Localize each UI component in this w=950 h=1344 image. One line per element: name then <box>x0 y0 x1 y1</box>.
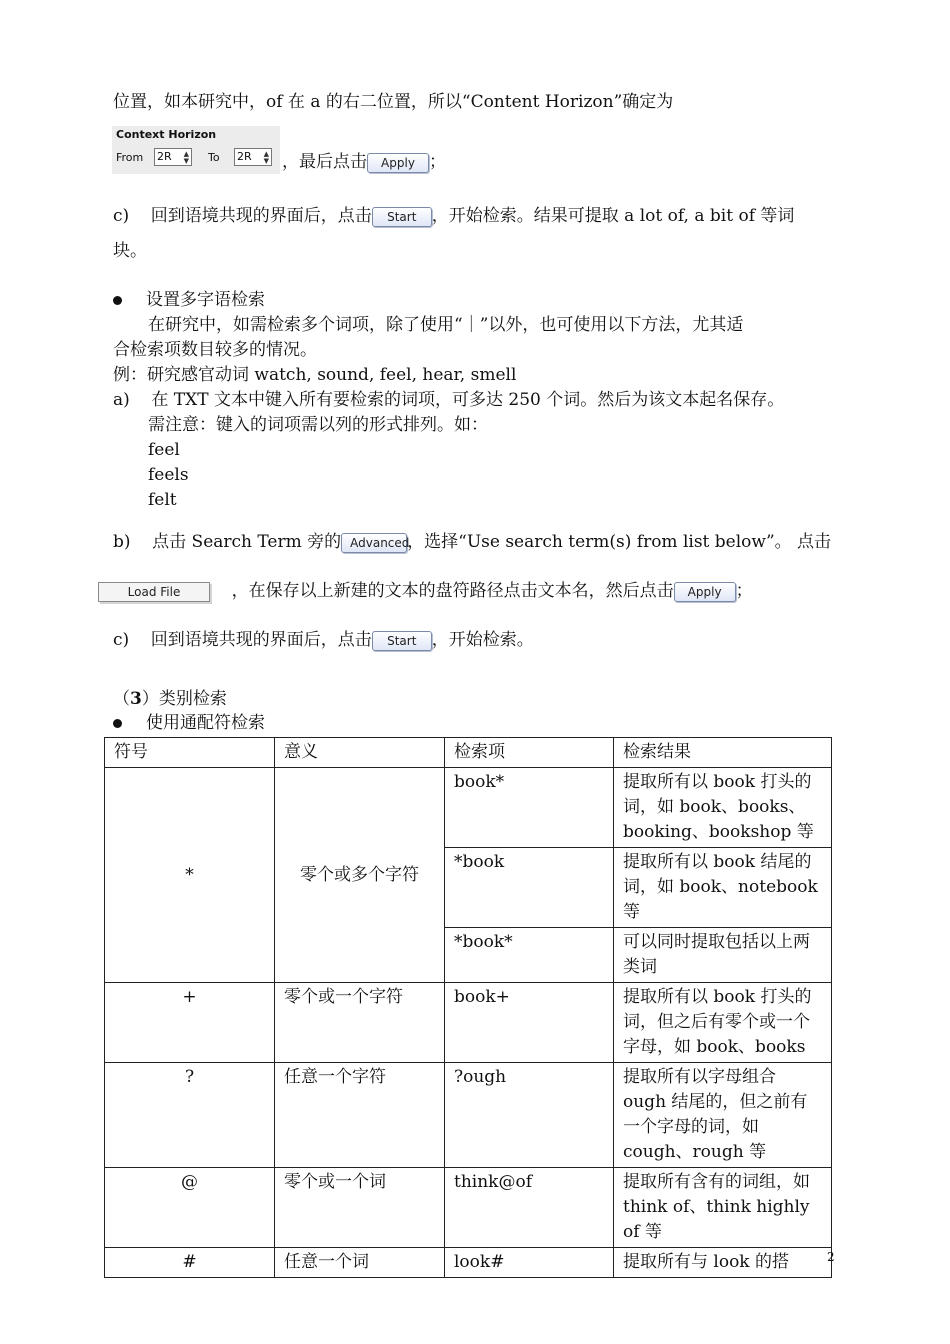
spin-down-icon[interactable]: ▼ <box>183 157 189 165</box>
term-cell: book+ <box>445 983 614 1063</box>
step-marker: a) <box>113 390 130 410</box>
step-c-line <box>113 205 794 227</box>
step-a-text: 在 TXT 文本中键入所有要检索的词项，可多达 250 个词。然后为该文本起名保存。 <box>151 390 785 410</box>
to-label: To <box>208 151 220 164</box>
to-value: 2R <box>237 150 252 163</box>
meaning-cell: 任意一个字符 <box>275 1063 445 1168</box>
symbol-cell: # <box>105 1248 275 1278</box>
spin-up-icon[interactable]: ▲ <box>183 150 189 158</box>
step-c2-after: ，开始检索。 <box>431 630 534 650</box>
start-button[interactable]: Start <box>372 631 432 651</box>
step-b2-end: ； <box>735 581 753 601</box>
word-item: felt <box>148 490 177 510</box>
apply-line <box>282 151 446 173</box>
step-marker: c) <box>113 630 130 650</box>
result-cell: 提取所有以字母组合 ough 结尾的，但之前有一个字母的词，如 cough、rough 等 <box>614 1063 832 1168</box>
context-horizon-row <box>116 148 280 168</box>
result-cell: 提取所有含有的词组，如 think of、think highly of 等 <box>614 1168 832 1248</box>
apply-prefix-text: ，最后点击 <box>282 152 367 172</box>
step-b-after: ，选择“Use search term(s) from list below”。 点击 <box>407 532 832 552</box>
symbol-cell: * <box>105 768 275 983</box>
word-item: feels <box>148 465 189 485</box>
intro-line: 位置，如本研究中，of 在 a 的右二位置，所以“Content Horizon”确定为 <box>113 92 674 112</box>
term-cell: *book* <box>445 928 614 983</box>
from-value: 2R <box>157 150 172 163</box>
result-cell: 提取所有以 book 结尾的词，如 book、notebook 等 <box>614 848 832 928</box>
apply-button[interactable]: Apply <box>674 582 736 602</box>
apply-button[interactable]: Apply <box>367 153 429 173</box>
bullet-icon <box>113 719 122 728</box>
table-row <box>105 1168 832 1248</box>
example-line: 例：研究感官动词 watch, sound, feel, hear, smell <box>113 365 517 385</box>
table-row <box>105 1248 832 1278</box>
table-header-row <box>105 738 832 768</box>
step-c-before: 回到语境共现的界面后，点击 <box>150 206 372 226</box>
heading-paren-open: （ <box>113 689 130 709</box>
term-cell: *book <box>445 848 614 928</box>
advanced-button[interactable]: Advanced <box>341 533 407 553</box>
meaning-cell: 任意一个词 <box>275 1248 445 1278</box>
step-c-continuation: 块。 <box>113 241 147 261</box>
heading-number: 3 <box>130 689 142 709</box>
context-horizon-title: Context Horizon <box>116 128 217 141</box>
result-cell: 提取所有以 book 打头的词，但之后有零个或一个字母，如 book、books <box>614 983 832 1063</box>
step-c2-before: 回到语境共现的界面后，点击 <box>150 630 372 650</box>
heading-text: ）类别检索 <box>141 689 227 709</box>
step-b-before: 点击 Search Term 旁的 <box>152 532 342 552</box>
multi-term-paragraph-1: 在研究中，如需检索多个词项，除了使用“｜”以外，也可使用以下方法，尤其适 <box>148 315 744 335</box>
section-3-heading <box>113 688 227 710</box>
load-file-button[interactable]: Load File <box>98 582 210 602</box>
result-cell: 可以同时提取包括以上两类词 <box>614 928 832 983</box>
step-marker: b) <box>113 532 131 552</box>
term-cell: look# <box>445 1248 614 1278</box>
step-b-line <box>113 531 831 553</box>
multi-term-heading: 设置多字语检索 <box>146 290 265 310</box>
word-item: feel <box>148 440 180 460</box>
spin-down-icon[interactable]: ▼ <box>263 157 269 165</box>
wildcard-bullet <box>113 712 265 734</box>
table-row <box>105 983 832 1063</box>
symbol-cell: + <box>105 983 275 1063</box>
term-cell: ?ough <box>445 1063 614 1168</box>
symbol-cell: ? <box>105 1063 275 1168</box>
meaning-cell: 零个或一个字符 <box>275 983 445 1063</box>
step-b2-line <box>98 580 753 602</box>
step-a-note: 需注意：键入的词项需以列的形式排列。如： <box>148 415 488 435</box>
symbol-cell: @ <box>105 1168 275 1248</box>
start-button[interactable]: Start <box>372 207 432 227</box>
wildcard-heading: 使用通配符检索 <box>146 713 265 733</box>
meaning-cell: 零个或一个词 <box>275 1168 445 1248</box>
page-number: 2 <box>827 1250 835 1264</box>
context-horizon-panel <box>112 126 280 174</box>
apply-suffix-text: ； <box>429 152 446 172</box>
step-c-after: ，开始检索。结果可提取 a lot of, a bit of 等词 <box>431 206 795 226</box>
from-label: From <box>116 151 144 164</box>
table-row <box>105 1063 832 1168</box>
header-cell: 检索项 <box>445 738 614 768</box>
step-a-line <box>113 389 784 411</box>
term-cell: book* <box>445 768 614 848</box>
table-row <box>105 768 832 848</box>
step-b2-text: ，在保存以上新建的文本的盘符路径点击文本名，然后点击 <box>231 581 674 601</box>
meaning-cell: 零个或多个字符 <box>275 768 445 983</box>
header-cell: 符号 <box>105 738 275 768</box>
header-cell: 检索结果 <box>614 738 832 768</box>
header-cell: 意义 <box>275 738 445 768</box>
to-spinner[interactable] <box>234 148 272 166</box>
result-cell: 提取所有与 look 的搭 <box>614 1248 832 1278</box>
wildcard-table <box>104 737 832 1278</box>
multi-term-bullet <box>113 289 265 311</box>
bullet-icon <box>113 296 122 305</box>
step-marker: c) <box>113 206 130 226</box>
step-c2-line <box>113 629 534 651</box>
result-cell: 提取所有以 book 打头的词，如 book、books、booking、bookshop 等 <box>614 768 832 848</box>
from-spinner[interactable] <box>154 148 192 166</box>
term-cell: think@of <box>445 1168 614 1248</box>
multi-term-paragraph-2: 合检索项数目较多的情况。 <box>113 340 317 360</box>
spin-up-icon[interactable]: ▲ <box>263 150 269 158</box>
